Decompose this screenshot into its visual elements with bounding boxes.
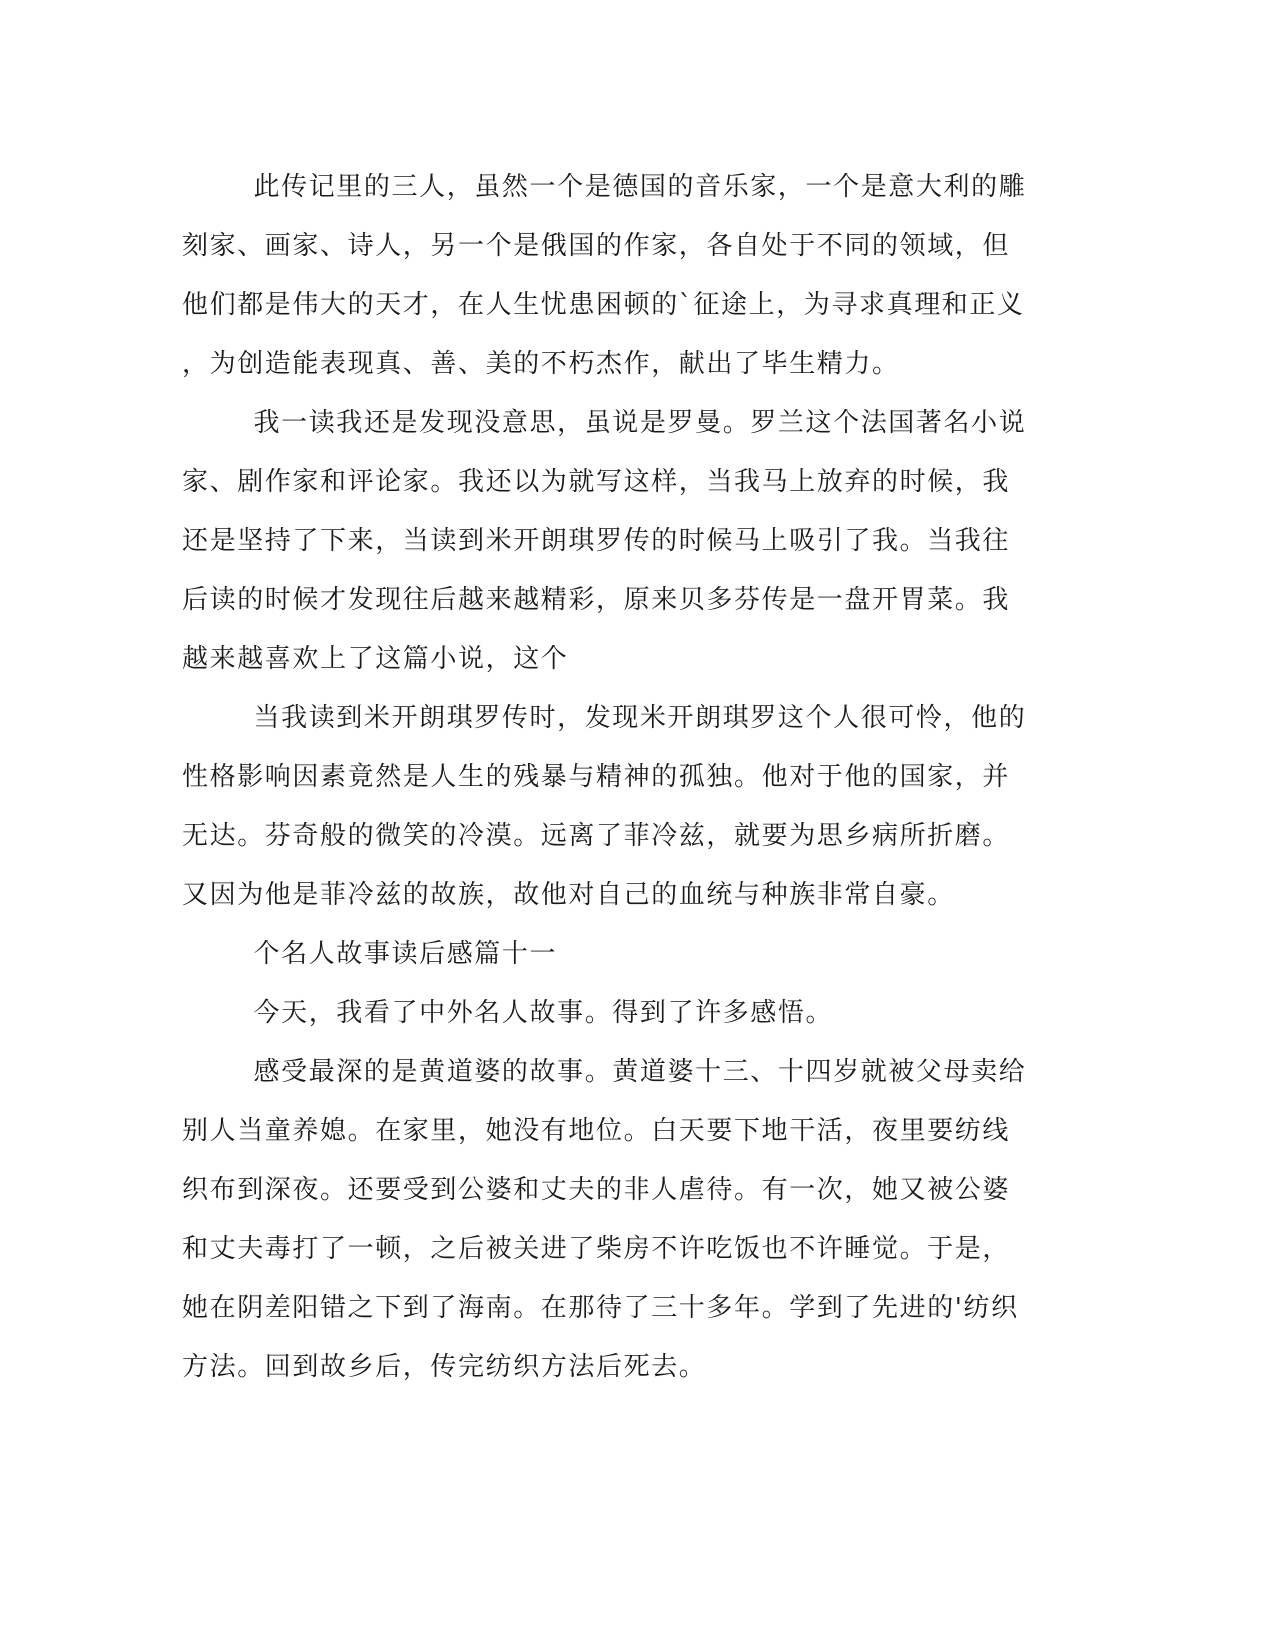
text-line: 还是坚持了下来，当读到米开朗琪罗传的时候马上吸引了我。当我往 — [182, 526, 1011, 556]
text-line: 方法。回到故乡后，传完纺织方法后死去。 — [182, 1352, 707, 1382]
text-line: 感受最深的是黄道婆的故事。黄道婆十三、十四岁就被父母卖给 — [253, 1057, 1027, 1087]
text-line: 无达。芬奇般的微笑的冷漠。远离了菲冷兹，就要为思乡病所折磨。 — [182, 821, 1011, 851]
text-line: 刻家、画家、诗人，另一个是俄国的作家，各自处于不同的领域，但 — [182, 231, 1011, 261]
text-line: 性格影响因素竟然是人生的残暴与精神的孤独。他对于他的国家，并 — [182, 762, 1011, 792]
text-line: 他们都是伟大的天才，在人生忧患困顿的`征途上，为寻求真理和正义 — [182, 290, 1025, 320]
text-line: 我一读我还是发现没意思，虽说是罗曼。罗兰这个法国著名小说 — [253, 408, 1027, 438]
text-line: 此传记里的三人，虽然一个是德国的音乐家，一个是意大利的雕 — [253, 172, 1027, 202]
paragraph-michelangelo — [182, 689, 1032, 925]
heading-line: 个名人故事读后感篇十一 — [253, 939, 558, 969]
paragraph-reading-experience — [182, 394, 1032, 689]
text-line: 和丈夫毒打了一顿，之后被关进了柴房不许吃饭也不许睡觉。于是， — [182, 1234, 1011, 1264]
section-heading — [182, 925, 1032, 984]
text-line: 当我读到米开朗琪罗传时，发现米开朗琪罗这个人很可怜，他的 — [253, 703, 1027, 733]
text-line: 家、剧作家和评论家。我还以为就写这样，当我马上放弃的时候，我 — [182, 467, 1011, 497]
text-line: 她在阴差阳错之下到了海南。在那待了三十多年。学到了先进的'纺织 — [182, 1293, 1019, 1323]
text-line: 织布到深夜。还要受到公婆和丈夫的非人虐待。有一次，她又被公婆 — [182, 1175, 1011, 1205]
text-line: 今天，我看了中外名人故事。得到了许多感悟。 — [253, 998, 834, 1028]
paragraph-biography-intro — [182, 158, 1032, 394]
text-line: 后读的时候才发现往后越来越精彩，原来贝多芬传是一盘开胃菜。我 — [182, 585, 1011, 615]
text-line: 别人当童养媳。在家里，她没有地位。白天要下地干活，夜里要纺线 — [182, 1116, 1011, 1146]
text-line: 又因为他是菲冷兹的故族，故他对自己的血统与种族非常自豪。 — [182, 880, 955, 910]
text-line: 越来越喜欢上了这篇小说，这个 — [182, 644, 569, 674]
document-body — [182, 158, 1032, 1397]
paragraph-today — [182, 984, 1032, 1043]
text-line: ，为创造能表现真、善、美的不朽杰作，献出了毕生精力。 — [182, 349, 900, 379]
paragraph-huang-daopo — [182, 1043, 1032, 1397]
